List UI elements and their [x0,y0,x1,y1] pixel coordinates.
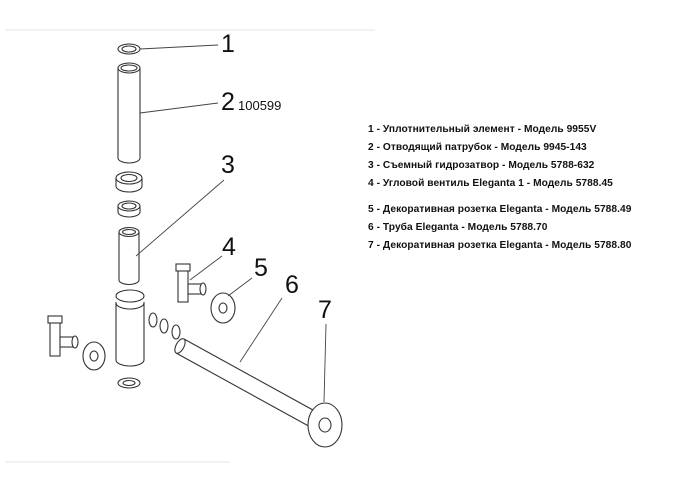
part-1-seal-ring [118,44,140,54]
callout-number-7: 7 [318,296,332,324]
legend-item-5: 5 - Декоративная розетка Eleganta - Модель 5788.49 [368,204,632,215]
legend-item-7: 7 - Декоративная розетка Eleganta - Модель 5788.80 [368,240,632,251]
legend-item-4: 4 - Угловой вентиль Eleganta 1 - Модель 5788.45 [368,178,613,189]
nut-upper [116,172,142,192]
callout-code-2: 100599 [238,98,282,113]
part-2-drain-pipe [118,63,140,163]
legend-item-2: 2 - Отводящий патрубок - Модель 9945-143 [368,142,587,153]
part-5-rosette [211,293,235,323]
trap-body [116,290,180,388]
leader-line-1 [140,45,218,49]
leader-line-4 [190,256,222,280]
legend-item-1: 1 - Уплотнительный элемент - Модель 9955V [368,124,597,135]
legend-item-3: 3 - Съемный гидрозатвор - Модель 5788-632 [368,160,595,171]
leader-line-5 [228,278,252,296]
part-4-angle-valve [176,264,206,302]
callout-number-1: 1 [221,30,235,58]
callout-number-4: 4 [222,233,236,261]
part-7-rosette [308,403,342,447]
leader-line-3 [136,180,224,256]
leader-line-2 [140,103,218,113]
callout-number-3: 3 [221,151,235,179]
leader-line-7 [324,324,326,402]
callout-number-5: 5 [254,254,268,282]
callout-number-2: 2 [221,88,235,116]
nut-lower [118,201,140,217]
legend-item-6: 6 - Труба Eleganta - Модель 5788.70 [368,222,548,233]
angle-valve-left [48,316,78,356]
leader-line-6 [240,298,282,362]
rosette-left [83,342,105,370]
callout-number-6: 6 [285,271,299,299]
